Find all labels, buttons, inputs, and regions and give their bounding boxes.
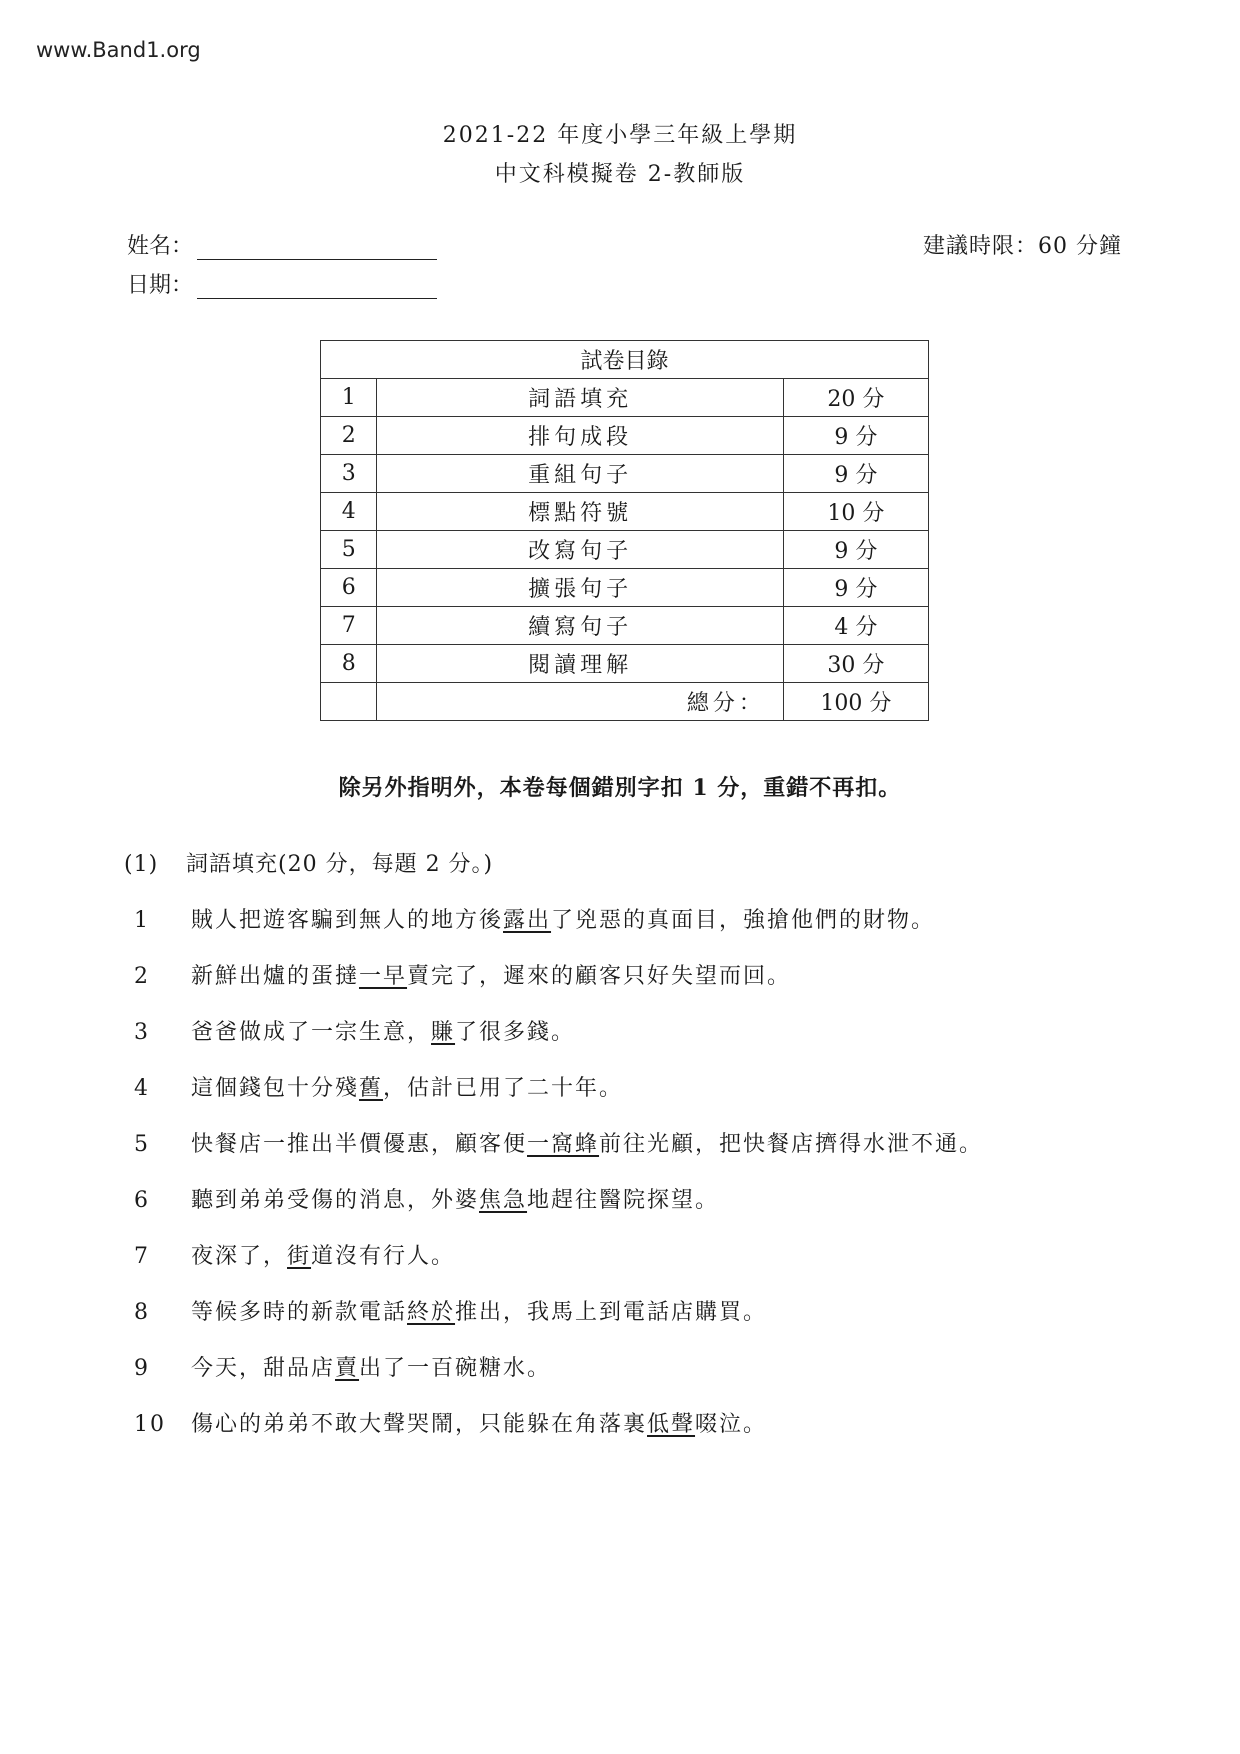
answer-word: 一早 [359, 964, 408, 989]
question-number: 4 [134, 1076, 150, 1101]
answer-word: 賣 [335, 1356, 360, 1381]
question-text-after: 賣完了，遲來的顧客只好失望而回。 [407, 964, 792, 989]
question-text-before: 今天，甜品店 [191, 1356, 336, 1381]
exam-title: 2021-22 年度小學三年級上學期 [442, 123, 798, 148]
toc-row-number: 2 [321, 417, 377, 455]
question-text-before: 賊人把遊客騙到無人的地方後 [191, 908, 504, 933]
name-field [127, 229, 437, 260]
site-watermark: www.Band1.org [36, 38, 201, 62]
toc-row-name: 詞語填充 [377, 379, 783, 417]
date-field [127, 268, 437, 299]
answer-word: 舊 [359, 1076, 384, 1101]
question-text-after: 了很多錢。 [455, 1020, 576, 1045]
toc-total-label: 總分： [377, 683, 783, 721]
question-item [128, 1407, 767, 1438]
toc-row [321, 607, 929, 645]
toc-row-score: 30 分 [783, 645, 928, 683]
answer-word: 低聲 [647, 1412, 696, 1437]
question-number: 7 [134, 1244, 150, 1269]
question-number: 1 [134, 908, 150, 933]
time-limit: 建議時限：60 分鐘 [923, 234, 1122, 259]
question-text-after: 啜泣。 [695, 1412, 768, 1437]
toc-row-number: 8 [321, 645, 377, 683]
date-blank-line[interactable] [197, 274, 437, 299]
toc-row-number: 5 [321, 531, 377, 569]
toc-row-name: 改寫句子 [377, 531, 783, 569]
question-text-after: 地趕往醫院探望。 [527, 1188, 720, 1213]
toc-row [321, 493, 929, 531]
section-number: (1) [124, 852, 159, 877]
question-number: 9 [134, 1356, 150, 1381]
question-text-after: 推出，我馬上到電話店購買。 [455, 1300, 768, 1325]
question-text-after: 前往光顧，把快餐店擠得水泄不通。 [599, 1132, 984, 1157]
toc-row-number: 6 [321, 569, 377, 607]
toc-row-number: 7 [321, 607, 377, 645]
question-text-before: 新鮮出爐的蛋撻 [191, 964, 360, 989]
toc-row [321, 417, 929, 455]
toc-row [321, 645, 929, 683]
toc-row-score: 10 分 [783, 493, 928, 531]
question-text-before: 爸爸做成了一宗生意， [191, 1020, 432, 1045]
question-number: 10 [134, 1412, 166, 1437]
toc-row-number: 1 [321, 379, 377, 417]
question-item [128, 1239, 455, 1270]
toc-row-score: 20 分 [783, 379, 928, 417]
toc-row-name: 排句成段 [377, 417, 783, 455]
question-number: 3 [134, 1020, 150, 1045]
exam-subtitle: 中文科模擬卷 2-教師版 [494, 162, 746, 187]
name-label: 姓名： [127, 234, 194, 259]
toc-row-name: 續寫句子 [377, 607, 783, 645]
toc-row-number: 3 [321, 455, 377, 493]
question-item [128, 1295, 767, 1326]
toc-row [321, 531, 929, 569]
question-text-before: 快餐店一推出半價優惠，顧客便 [191, 1132, 528, 1157]
question-number: 8 [134, 1300, 150, 1325]
answer-word: 街 [287, 1244, 312, 1269]
toc-total-score: 100 分 [783, 683, 928, 721]
question-item [128, 1183, 719, 1214]
answer-word: 一窩蜂 [527, 1132, 600, 1157]
question-item [128, 903, 935, 934]
toc-total-empty [321, 683, 377, 721]
answer-word: 焦急 [479, 1188, 528, 1213]
name-blank-line[interactable] [197, 235, 437, 260]
question-number: 2 [134, 964, 150, 989]
toc-row-name: 標點符號 [377, 493, 783, 531]
question-item [128, 959, 791, 990]
toc-row-name: 擴張句子 [377, 569, 783, 607]
toc-row-score: 9 分 [783, 455, 928, 493]
toc-row [321, 569, 929, 607]
question-text-before: 這個錢包十分殘 [191, 1076, 360, 1101]
toc-header: 試卷目錄 [321, 341, 929, 379]
toc-row-score: 9 分 [783, 417, 928, 455]
question-item [128, 1351, 551, 1382]
toc-row-name: 重組句子 [377, 455, 783, 493]
question-text-after: 了兇惡的真面目，強搶他們的財物。 [551, 908, 936, 933]
question-item [128, 1127, 983, 1158]
toc-row-score: 9 分 [783, 569, 928, 607]
question-number: 6 [134, 1188, 150, 1213]
toc-row [321, 379, 929, 417]
section-heading [124, 847, 493, 878]
question-text-before: 夜深了， [191, 1244, 288, 1269]
question-item [128, 1071, 623, 1102]
question-number: 5 [134, 1132, 150, 1157]
date-label: 日期： [127, 273, 194, 298]
section-title: 詞語填充(20 分，每題 2 分。) [186, 852, 494, 877]
question-text-after: ，估計已用了二十年。 [383, 1076, 624, 1101]
answer-word: 露出 [503, 908, 552, 933]
toc-row-name: 閱讀理解 [377, 645, 783, 683]
deduction-notice: 除另外指明外，本卷每個錯別字扣 1 分，重錯不再扣。 [338, 775, 902, 801]
question-text-after: 出了一百碗糖水。 [359, 1356, 552, 1381]
toc-row [321, 455, 929, 493]
question-text-before: 等候多時的新款電話 [191, 1300, 408, 1325]
question-item [128, 1015, 575, 1046]
toc-row-score: 4 分 [783, 607, 928, 645]
toc-table [320, 340, 929, 721]
answer-word: 賺 [431, 1020, 456, 1045]
toc-row-score: 9 分 [783, 531, 928, 569]
answer-word: 終於 [407, 1300, 456, 1325]
question-text-before: 傷心的弟弟不敢大聲哭鬧，只能躲在角落裏 [191, 1412, 648, 1437]
question-text-before: 聽到弟弟受傷的消息，外婆 [191, 1188, 480, 1213]
toc-total-row [321, 683, 929, 721]
toc-row-number: 4 [321, 493, 377, 531]
question-text-after: 道沒有行人。 [311, 1244, 456, 1269]
